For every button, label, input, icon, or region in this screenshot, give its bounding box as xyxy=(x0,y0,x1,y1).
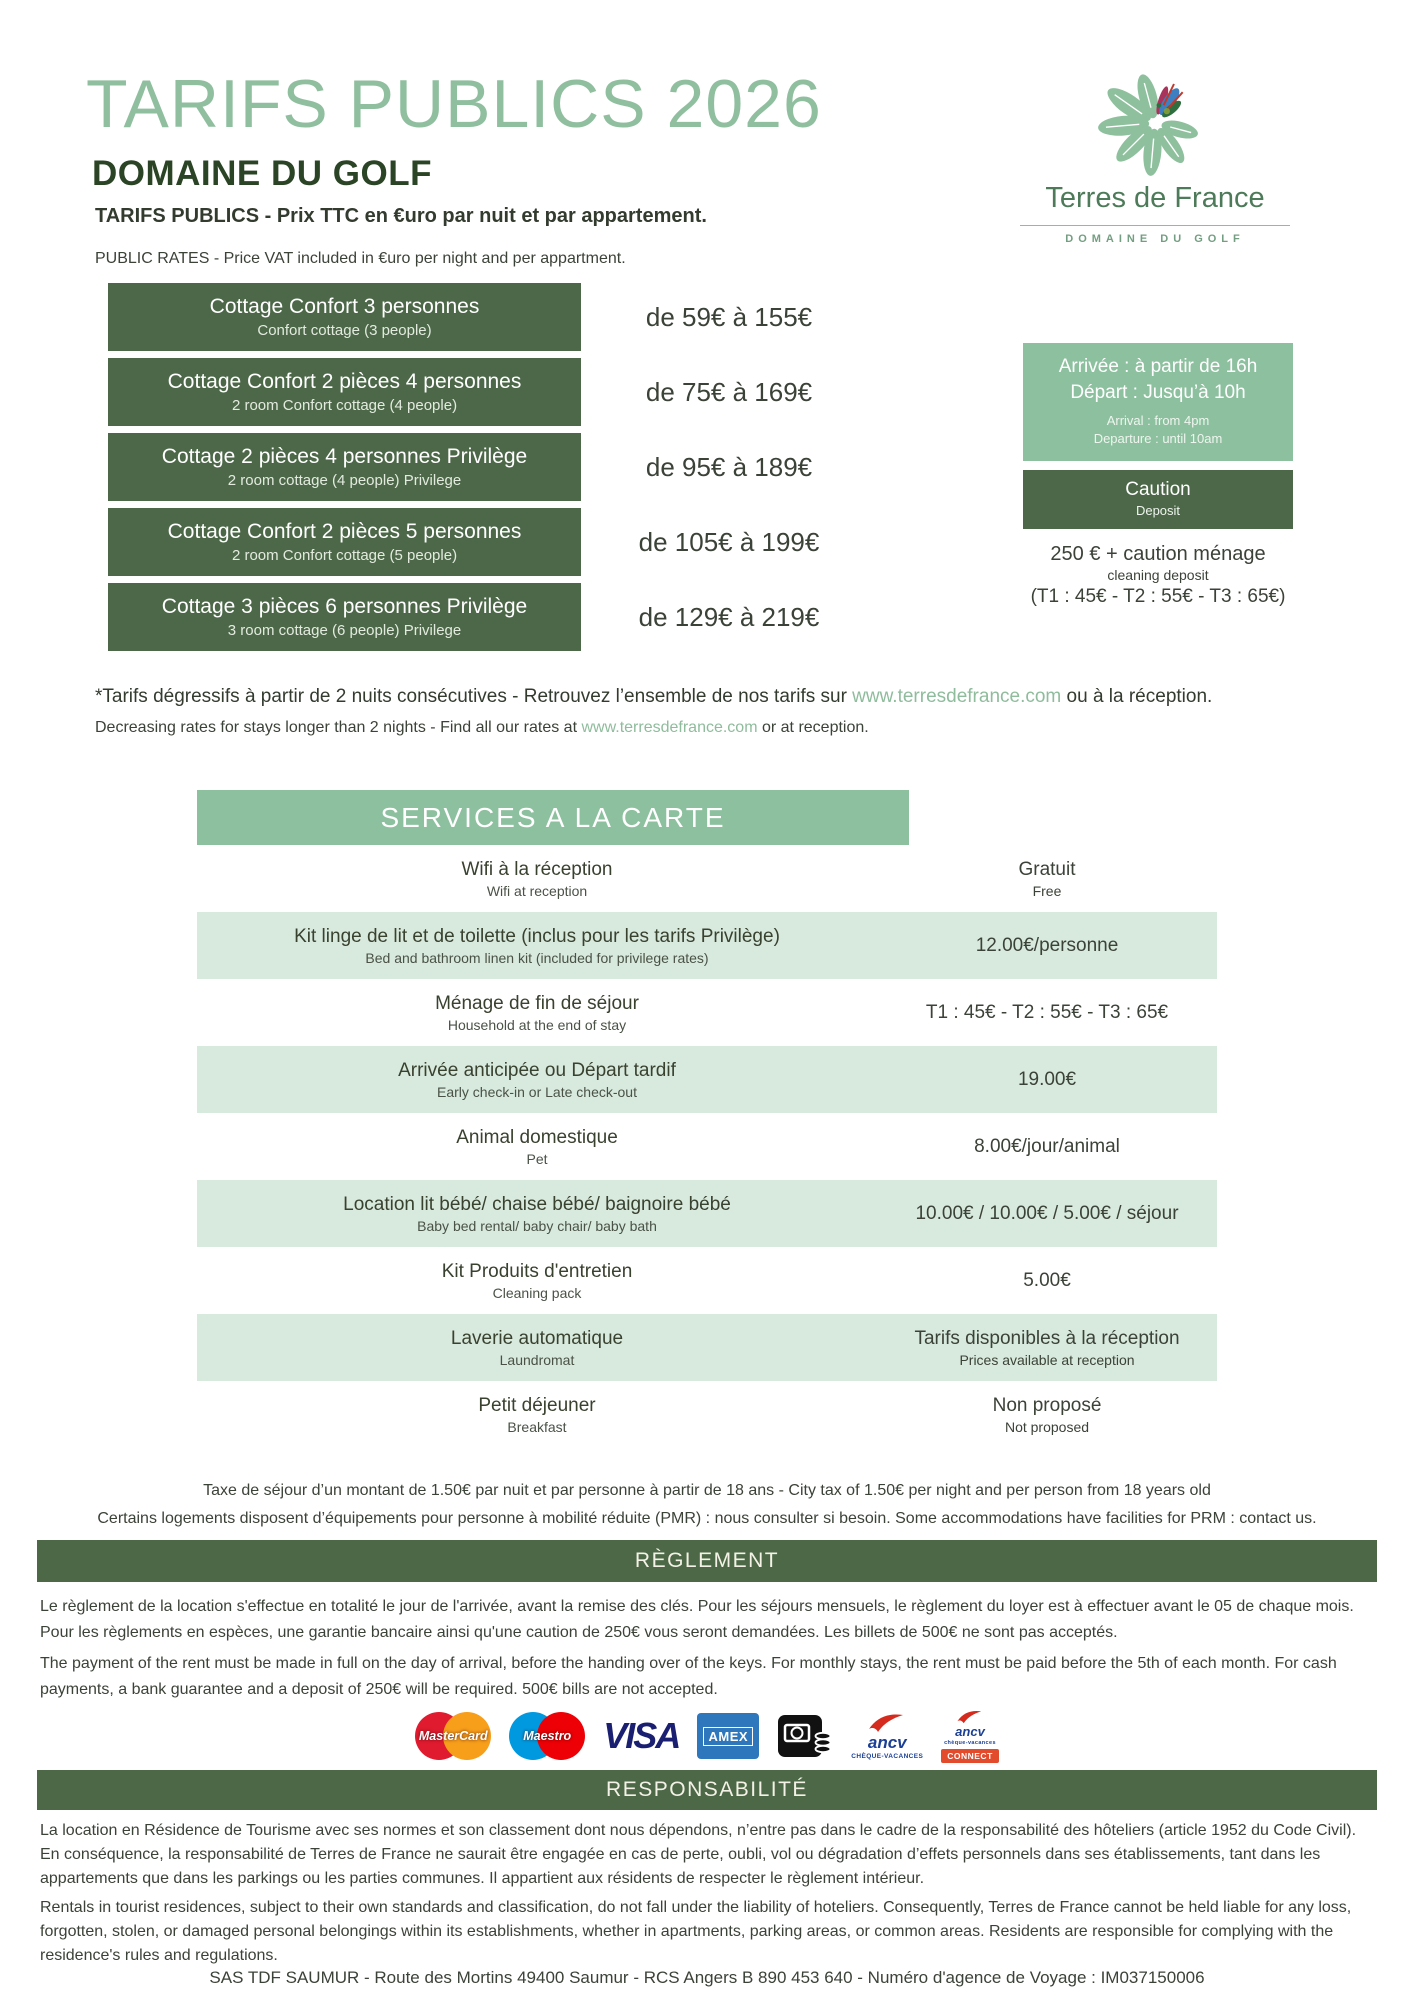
service-value xyxy=(877,1328,1217,1368)
price-range: de 129€ à 219€ xyxy=(638,601,820,632)
footnote-fr-tail: ou à la réception. xyxy=(1061,686,1213,707)
arrival-en: Arrival : from 4pm xyxy=(1106,413,1210,429)
service-name-en: Baby bed rental/ baby chair/ baby bath xyxy=(417,1217,657,1234)
service-name-fr: Petit déjeuner xyxy=(478,1394,596,1416)
services-table xyxy=(197,790,1217,1448)
brand-divider xyxy=(1020,225,1290,226)
responsabilite-header: RESPONSABILITÉ xyxy=(37,1770,1377,1810)
ancv-subtitle: CHÈQUE-VACANCES xyxy=(851,1752,924,1760)
amex-label: AMEX xyxy=(703,1727,753,1746)
service-price-fr: 19.00€ xyxy=(1017,1068,1077,1090)
ancv-connect-subtitle: chèque-vacances xyxy=(944,1739,996,1746)
service-value xyxy=(877,935,1217,957)
footnote-fr-text: *Tarifs dégressifs à partir de 2 nuits consécutives - Retrouvez l’ensemble de nos tarifs sur xyxy=(95,686,853,707)
table-row xyxy=(197,1113,1217,1180)
cleaning-deposit-detail: (T1 : 45€ - T2 : 55€ - T3 : 65€) xyxy=(1030,586,1286,608)
table-row xyxy=(197,912,1217,979)
service-value xyxy=(877,859,1217,899)
table-row xyxy=(197,1381,1217,1448)
website-link[interactable]: www.terresdefrance.com xyxy=(852,686,1062,707)
service-name-en: Bed and bathroom linen kit (included for privilege rates) xyxy=(365,949,709,966)
tagline-fr: TARIFS PUBLICS - Prix TTC en €uro par nuit et par appartement. xyxy=(95,205,707,227)
service-name-fr: Kit Produits d'entretien xyxy=(441,1260,633,1282)
service-value xyxy=(877,1002,1217,1024)
table-row xyxy=(108,508,877,576)
tagline-en: PUBLIC RATES - Price VAT included in €uro per night and per appartment. xyxy=(95,250,626,267)
service-price-en: Free xyxy=(1032,882,1062,899)
website-link[interactable]: www.terresdefrance.com xyxy=(581,719,758,736)
page-title: TARIFS PUBLICS 2026 xyxy=(86,66,822,142)
cottage-name-en: Confort cottage (3 people) xyxy=(257,322,432,339)
table-row xyxy=(197,1314,1217,1381)
table-row xyxy=(108,283,877,351)
caution-box xyxy=(1023,470,1293,530)
visa-icon xyxy=(603,1715,680,1756)
service-name-fr: Animal domestique xyxy=(456,1126,618,1148)
table-row xyxy=(108,583,877,651)
service-name-fr: Location lit bébé/ chaise bébé/ baignoire bébé xyxy=(343,1193,731,1215)
spacer xyxy=(1023,405,1293,412)
service-price-fr: Non proposé xyxy=(992,1394,1102,1416)
cottage-name-fr: Cottage Confort 3 personnes xyxy=(209,295,480,318)
responsabilite-paragraph-fr: La location en Résidence de Tourisme avec ses normes et son classement dont nous dépendons, n’entre pas dans le cadre de la responsabilité des hôteliers (article 1952 du Code Civil). En conséquence, la responsabilité de Terres de France ne saurait être engagée en cas de perte, oubli, vol ou dégradation d’effets personnels dans ses établissements, tant dans les appartements que dans les parkings ou les parties communes. Il appartient aux résidents de respecter le règlement intérieur. xyxy=(40,1822,1357,1887)
service-label xyxy=(197,1261,877,1301)
cottage-label-box xyxy=(108,583,581,651)
table-row xyxy=(108,433,877,501)
mastercard-label: MasterCard xyxy=(418,1729,488,1743)
stay-info-column xyxy=(1008,343,1308,608)
price-range: de 59€ à 155€ xyxy=(645,301,813,332)
footnote-fr xyxy=(95,686,1355,708)
service-price-fr: 10.00€ / 10.00€ / 5.00€ / séjour xyxy=(915,1202,1179,1224)
pmr-note: Certains logements disposent d’équipements pour personne à mobilité réduite (PMR) : nous consulter si besoin. Some accommodations have facilities for PRM : contact us. xyxy=(97,1510,1317,1527)
maestro-label: Maestro xyxy=(523,1729,572,1743)
service-label xyxy=(197,1395,877,1435)
connect-badge: CONNECT xyxy=(941,1749,999,1763)
residence-name: DOMAINE DU GOLF xyxy=(92,154,432,193)
service-name-en: Household at the end of stay xyxy=(447,1016,627,1033)
departure-fr: Départ : Jusqu’à 10h xyxy=(1070,381,1246,403)
brand-caption: DOMAINE DU GOLF xyxy=(1065,233,1245,245)
deposit-amount-en: cleaning deposit xyxy=(1107,567,1209,584)
cottage-label-box xyxy=(108,508,581,576)
mastercard-icon xyxy=(415,1712,491,1760)
service-price-fr: Tarifs disponibles à la réception xyxy=(914,1327,1180,1349)
service-name-en: Laundromat xyxy=(499,1351,575,1368)
service-price-en: Prices available at reception xyxy=(959,1351,1135,1368)
legal-footer: SAS TDF SAUMUR - Route des Mortins 49400 Saumur - RCS Angers B 890 453 640 - Numéro d'agence de Voyage : IM037150006 xyxy=(209,1968,1205,1987)
service-price-en: Not proposed xyxy=(1004,1418,1090,1435)
service-name-fr: Arrivée anticipée ou Départ tardif xyxy=(398,1059,676,1081)
table-row xyxy=(197,979,1217,1046)
service-value xyxy=(877,1270,1217,1292)
service-name-fr: Laverie automatique xyxy=(450,1327,624,1349)
arrival-fr: Arrivée : à partir de 16h xyxy=(1058,356,1258,377)
table-row xyxy=(197,1247,1217,1314)
terres-de-france-logo xyxy=(1000,56,1310,245)
cottage-name-en: 2 room Confort cottage (5 people) xyxy=(231,547,458,564)
services-header: SERVICES A LA CARTE xyxy=(197,790,909,845)
amex-icon xyxy=(697,1713,759,1759)
table-row xyxy=(108,358,877,426)
caution-en: Deposit xyxy=(1135,503,1181,519)
cottage-label-box xyxy=(108,283,581,351)
footnote-en xyxy=(95,719,1355,737)
price-range: de 75€ à 169€ xyxy=(645,376,813,407)
service-value xyxy=(877,1069,1217,1091)
payment-methods xyxy=(0,1706,1414,1766)
arrival-departure-box xyxy=(1023,343,1293,461)
reglement-paragraph-fr: Le règlement de la location s'effectue en totalité le jour de l'arrivée, avant la remise des clés. Pour les séjours mensuels, le règlement du loyer est à effectuer avant le 05 de chaque mois. Pour les règlements en espèces, une garantie bancaire ainsi qu'une caution de 250€ vous seront demandées. Les billets de 500€ ne sont pas acceptés. xyxy=(40,1598,1354,1641)
rates-table xyxy=(108,283,877,658)
reglement-header: RÈGLEMENT xyxy=(37,1540,1377,1582)
service-price-fr: T1 : 45€ - T2 : 55€ - T3 : 65€ xyxy=(925,1001,1169,1023)
table-row xyxy=(197,1046,1217,1113)
service-name-en: Pet xyxy=(526,1150,548,1167)
service-label xyxy=(197,1328,877,1368)
cottage-name-fr: Cottage 2 pièces 4 personnes Privilège xyxy=(161,445,528,468)
caution-fr: Caution xyxy=(1125,478,1191,500)
cottage-name-en: 3 room cottage (6 people) Privilege xyxy=(227,622,462,639)
service-name-en: Breakfast xyxy=(507,1418,567,1435)
service-label xyxy=(197,1060,877,1100)
service-name-en: Early check-in or Late check-out xyxy=(437,1083,637,1100)
service-price-fr: 8.00€/jour/animal xyxy=(974,1135,1120,1157)
service-name-fr: Ménage de fin de séjour xyxy=(435,992,639,1014)
service-value xyxy=(877,1136,1217,1158)
responsabilite-paragraph-en: Rentals in tourist residences, subject to their own standards and classification, do not fall under the liability of hoteliers. Consequently, Terres de France cannot be held liable for any loss, forgotten, stolen, or damaged personal belongings within its establishments, whether in apartments, parking areas, or common areas. Residents are responsible for complying with the residence's rules and regulations. xyxy=(40,1899,1352,1964)
service-value xyxy=(877,1395,1217,1435)
service-label xyxy=(197,926,877,966)
service-label xyxy=(197,1127,877,1167)
deposit-amount: 250 € + caution ménage xyxy=(1050,543,1266,566)
ancv-swoosh-icon xyxy=(956,1710,984,1724)
maestro-icon xyxy=(509,1712,585,1760)
ancv-cheque-vacances-icon xyxy=(851,1713,923,1760)
table-row xyxy=(197,1180,1217,1247)
service-price-fr: Gratuit xyxy=(1018,858,1076,880)
service-label xyxy=(197,993,877,1033)
service-value xyxy=(877,1203,1217,1225)
reglement-paragraph-en: The payment of the rent must be made in full on the day of arrival, before the handing over of the keys. For monthly stays, the rent must be paid before the 5th of each month. For cash payments, a bank guarantee and a deposit of 250€ will be required. 500€ bills are not accepted. xyxy=(40,1655,1337,1698)
ancv-connect-icon xyxy=(941,1710,999,1763)
ancv-label: ancv xyxy=(867,1732,907,1752)
service-label xyxy=(197,1194,877,1234)
flower-icon xyxy=(1090,56,1220,180)
service-name-en: Cleaning pack xyxy=(492,1284,582,1301)
rates-footnote xyxy=(95,686,1355,737)
service-name-fr: Kit linge de lit et de toilette (inclus pour les tarifs Privilège) xyxy=(294,925,780,947)
service-label xyxy=(197,859,877,899)
service-name-en: Wifi at reception xyxy=(486,882,588,899)
price-range: de 95€ à 189€ xyxy=(645,451,813,482)
cottage-name-fr: Cottage Confort 2 pièces 4 personnes xyxy=(167,370,522,393)
cottage-name-fr: Cottage 3 pièces 6 personnes Privilège xyxy=(161,595,528,618)
departure-en: Departure : until 10am xyxy=(1093,431,1223,447)
service-price-fr: 12.00€/personne xyxy=(975,934,1119,956)
ancv-connect-label: ancv xyxy=(955,1723,985,1739)
cottage-name-en: 2 room cottage (4 people) Privilege xyxy=(227,472,462,489)
footnote-en-tail: or at reception. xyxy=(757,719,869,736)
table-row xyxy=(197,845,1217,912)
visa-label: VISA xyxy=(603,1715,680,1756)
ancv-swoosh-icon xyxy=(867,1713,907,1733)
cottage-label-box xyxy=(108,433,581,501)
tax-notes xyxy=(40,1482,1374,1528)
city-tax-note: Taxe de séjour d’un montant de 1.50€ par nuit et par personne à partir de 18 ans - City tax of 1.50€ per night and per person from 18 years old xyxy=(203,1482,1211,1499)
price-range: de 105€ à 199€ xyxy=(638,526,820,557)
cash-payment-icon xyxy=(777,1712,833,1760)
brand-name: Terres de France xyxy=(1045,182,1265,214)
cottage-name-fr: Cottage Confort 2 pièces 5 personnes xyxy=(167,520,522,543)
service-name-fr: Wifi à la réception xyxy=(461,858,613,880)
cottage-name-en: 2 room Confort cottage (4 people) xyxy=(231,397,458,414)
cottage-label-box xyxy=(108,358,581,426)
service-price-fr: 5.00€ xyxy=(1023,1269,1071,1291)
footnote-en-text: Decreasing rates for stays longer than 2 nights - Find all our rates at xyxy=(95,719,582,736)
